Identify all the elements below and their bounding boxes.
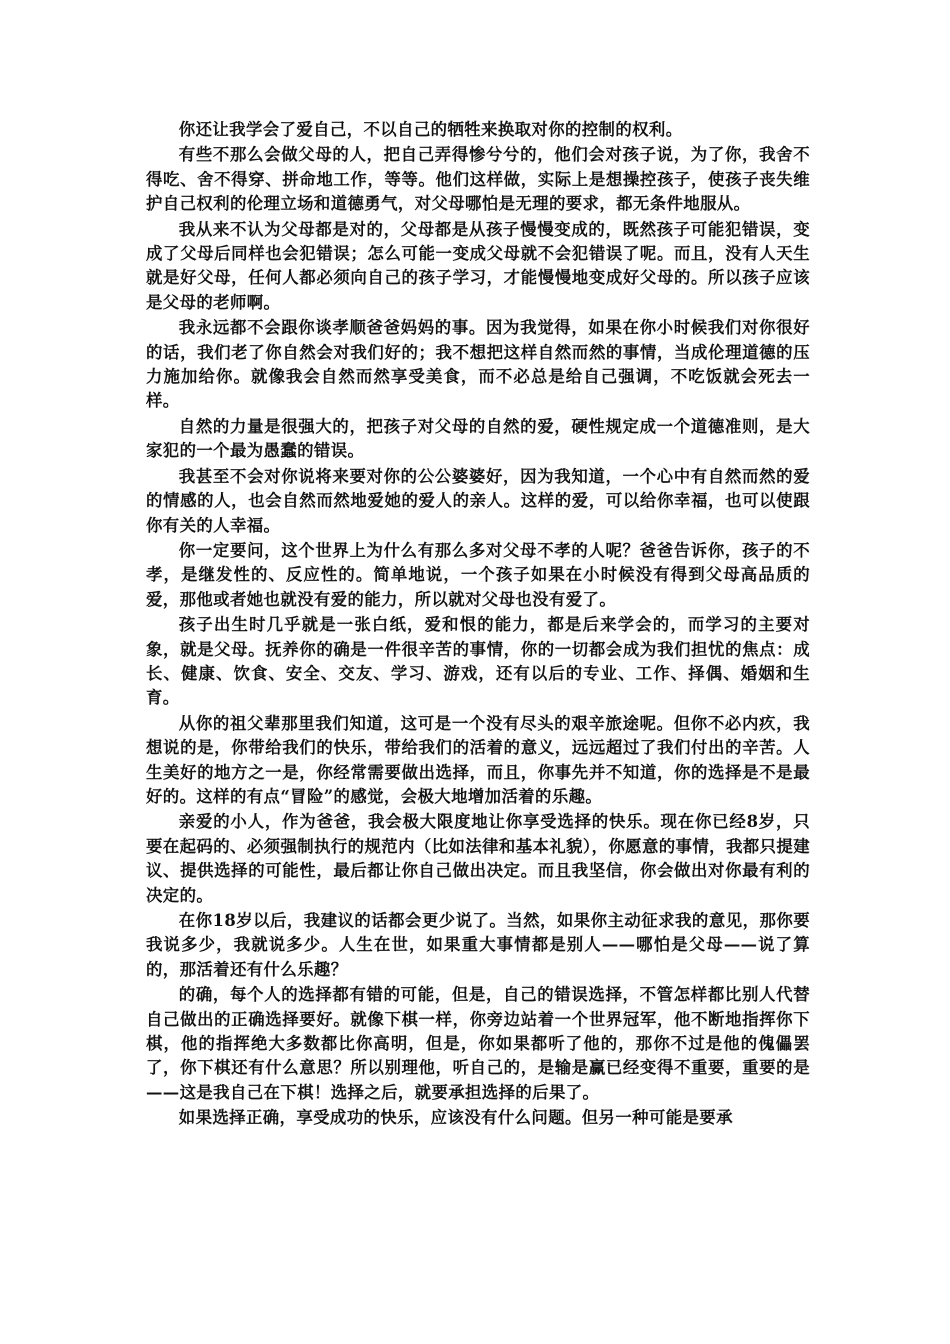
paragraph: 我永远都不会跟你谈孝顺爸爸妈妈的事。因为我觉得，如果在你小时候我们对你很好的话，我们老了你自然会对我们好的；我不想把这样自然而然的事情，当成伦理道德的压力施加给你。就像我会自然而然享受美食，而不必总是给自己强调，不吃饭就会死去一样。 (146, 318, 810, 411)
paragraph: 自然的力量是很强大的，把孩子对父母的自然的爱，硬性规定成一个道德准则，是大家犯的一个最为愚蠢的错误。 (146, 416, 810, 461)
paragraph: 你一定要问，这个世界上为什么有那么多对父母不孝的人呢？爸爸告诉你，孩子的不孝，是继发性的、反应性的。简单地说，一个孩子如果在小时候没有得到父母高品质的爱，那他或者她也就没有爱的能力，所以就对父母也没有爱了。 (146, 540, 810, 609)
paragraph: 的确，每个人的选择都有错的可能，但是，自己的错误选择，不管怎样都比别人代替自己做出的正确选择要好。就像下棋一样，你旁边站着一个世界冠军，他不断地指挥你下棋，他的指挥绝大多数都比你高明，但是，你如果都听了他的，那你不过是他的傀儡罢了，你下棋还有什么意思？所以别理他，听自己的，是输是赢已经变得不重要，重要的是——这是我自己在下棋！选择之后，就要承担选择的后果了。 (146, 985, 810, 1102)
paragraph: 亲爱的小人，作为爸爸，我会极大限度地让你享受选择的快乐。现在你已经8岁，只要在起码的、必须强制执行的规范内（比如法律和基本礼貌），你愿意的事情，我都只提建议、提供选择的可能性，最后都让你自己做出决定。而且我坚信，你会做出对你最有利的决定的。 (146, 812, 810, 905)
paragraph: 我从来不认为父母都是对的，父母都是从孩子慢慢变成的，既然孩子可能犯错误，变成了父母后同样也会犯错误；怎么可能一变成父母就不会犯错误了呢。而且，没有人天生就是好父母，任何人都必须向自己的孩子学习，才能慢慢地变成好父母的。所以孩子应该是父母的老师啊。 (146, 219, 810, 312)
paragraph: 从你的祖父辈那里我们知道，这可是一个没有尽头的艰辛旅途呢。但你不必内疚，我想说的是，你带给我们的快乐，带给我们的活着的意义，远远超过了我们付出的辛苦。人生美好的地方之一是，你经常需要做出选择，而且，你事先并不知道，你的选择是不是最好的。这样的有点“冒险”的感觉，会极大地增加活着的乐趣。 (146, 713, 810, 806)
paragraph: 孩子出生时几乎就是一张白纸，爱和恨的能力，都是后来学会的，而学习的主要对象，就是父母。抚养你的确是一件很辛苦的事情，你的一切都会成为我们担忧的焦点：成长、健康、饮食、安全、交友、学习、游戏，还有以后的专业、工作、择偶、婚姻和生育。 (146, 615, 810, 708)
paragraph: 如果选择正确，享受成功的快乐，应该没有什么问题。但另一种可能是要承 (178, 1108, 733, 1128)
paragraph: 你还让我学会了爱自己，不以自己的牺牲来换取对你的控制的权利。 (178, 120, 683, 139)
paragraph: 在你18岁以后，我建议的话都会更少说了。当然，如果你主动征求我的意见，那你要我说多少，我就说多少。人生在世，如果重大事情都是别人——哪怕是父母——说了算的，那活着还有什么乐趣？ (146, 911, 810, 979)
document-body (146, 118, 810, 1132)
paragraph: 有些不那么会做父母的人，把自己弄得惨兮兮的，他们会对孩子说，为了你，我舍不得吃、舍不得穿、拼命地工作，等等。他们这样做，实际上是想操控孩子，使孩子丧失维护自己权利的伦理立场和道德勇气，对父母哪怕是无理的要求，都无条件地服从。 (146, 145, 810, 214)
paragraph: 我甚至不会对你说将来要对你的公公婆婆好，因为我知道，一个心中有自然而然的爱的情感的人，也会自然而然地爱她的爱人的亲人。这样的爱，可以给你幸福，也可以使跟你有关的人幸福。 (146, 466, 810, 535)
